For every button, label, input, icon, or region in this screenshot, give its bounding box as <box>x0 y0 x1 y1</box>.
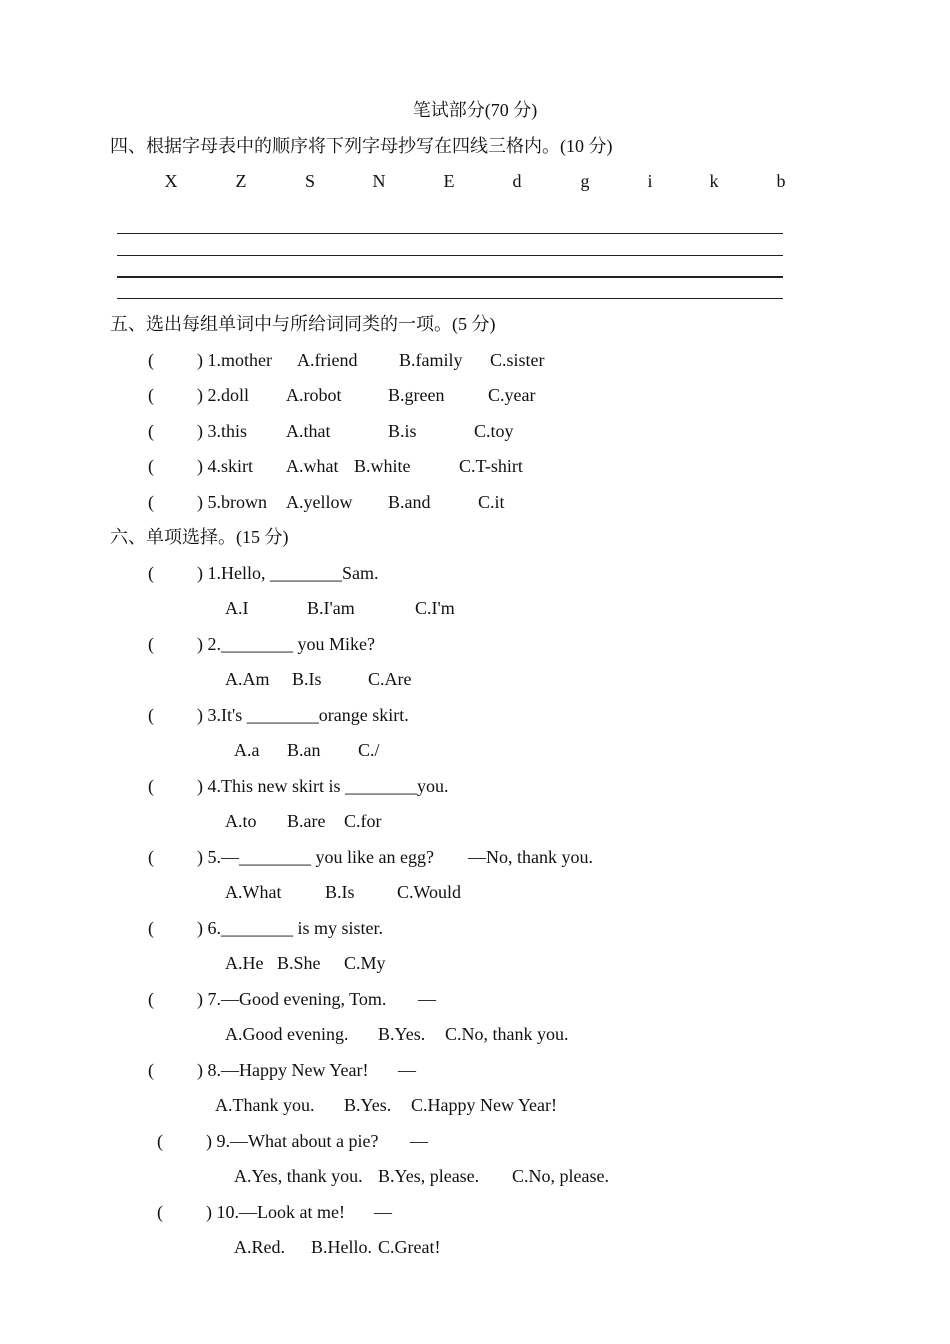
option-a: A.I <box>225 598 249 618</box>
option-a: A.a <box>234 740 260 760</box>
option-b: B.an <box>287 740 321 760</box>
option-b: B.Is <box>325 882 355 902</box>
option-a: A.to <box>225 811 257 831</box>
option-a: A.that <box>286 421 331 441</box>
option-a: A.Am <box>225 669 270 689</box>
option-c: C.T-shirt <box>459 456 523 476</box>
option-c: C.My <box>344 953 386 973</box>
option-b: B.I'am <box>307 598 355 618</box>
section5-heading: 五、选出每组单词中与所给词同类的一项。(5 分) <box>110 314 496 334</box>
question-text: ) 2.________ you Mike? <box>197 634 375 654</box>
option-c: C.Would <box>397 882 462 902</box>
option-b: B.Hello. <box>311 1237 372 1257</box>
page-title: 笔试部分(70 分) <box>412 100 538 120</box>
option-a: A.friend <box>297 350 358 370</box>
answer-blank[interactable]: ( <box>148 918 154 938</box>
option-b: B.family <box>399 350 463 370</box>
question-text: ) 5.brown <box>197 492 267 512</box>
option-b: B.green <box>388 385 445 405</box>
option-a: A.He <box>225 953 264 973</box>
answer-blank[interactable]: ( <box>148 634 154 654</box>
answer-blank[interactable]: ( <box>157 1202 163 1222</box>
option-a: A.what <box>286 456 339 476</box>
option-c: C.No, thank you. <box>445 1024 569 1044</box>
option-c: C.year <box>488 385 536 405</box>
letter-row <box>0 171 950 195</box>
letter-item: g <box>580 171 590 191</box>
grid-line <box>117 276 783 278</box>
question-text: ) 4.This new skirt is ________you. <box>197 776 449 796</box>
question-text: ) 10.—Look at me! <box>206 1202 345 1222</box>
option-a: A.Red. <box>234 1237 285 1257</box>
option-b: B.white <box>354 456 411 476</box>
option-b: B.Yes. <box>344 1095 392 1115</box>
question-text: ) 7.—Good evening, Tom. <box>197 989 387 1009</box>
option-c: C.Great! <box>378 1237 441 1257</box>
option-c: C.Happy New Year! <box>411 1095 557 1115</box>
question-text: ) 1.Hello, ________Sam. <box>197 563 379 583</box>
option-c: C./ <box>358 740 380 760</box>
section4-heading: 四、根据字母表中的顺序将下列字母抄写在四线三格内。(10 分) <box>110 136 613 156</box>
option-b: B.She <box>277 953 321 973</box>
answer-blank[interactable]: ( <box>148 563 154 583</box>
letter-item: k <box>709 171 719 191</box>
question-text: ) 8.—Happy New Year! <box>197 1060 369 1080</box>
option-c: C.for <box>344 811 382 831</box>
answer-blank[interactable]: ( <box>157 1131 163 1151</box>
answer-blank[interactable]: ( <box>148 705 154 725</box>
option-b: B.is <box>388 421 417 441</box>
option-a: A.yellow <box>286 492 353 512</box>
question-reply: —No, thank you. <box>468 847 593 867</box>
answer-blank[interactable]: ( <box>148 456 154 476</box>
answer-blank[interactable]: ( <box>148 492 154 512</box>
option-a: A.Thank you. <box>215 1095 315 1115</box>
letter-item: b <box>776 171 786 191</box>
answer-blank[interactable]: ( <box>148 1060 154 1080</box>
question-text: ) 4.skirt <box>197 456 253 476</box>
option-b: B.Yes. <box>378 1024 426 1044</box>
question-reply: — <box>418 989 436 1009</box>
letter-item: X <box>164 171 178 191</box>
option-c: C.it <box>478 492 505 512</box>
letter-item: E <box>443 171 455 191</box>
option-a: A.Good evening. <box>225 1024 349 1044</box>
question-text: ) 3.this <box>197 421 248 441</box>
answer-blank[interactable]: ( <box>148 989 154 1009</box>
question-text: ) 5.—________ you like an egg? <box>197 847 434 867</box>
question-text: ) 6.________ is my sister. <box>197 918 384 938</box>
option-c: C.Are <box>368 669 412 689</box>
question-text: ) 9.—What about a pie? <box>206 1131 379 1151</box>
option-b: B.and <box>388 492 431 512</box>
question-text: ) 3.It's ________orange skirt. <box>197 705 409 725</box>
answer-blank[interactable]: ( <box>148 385 154 405</box>
question-text: ) 2.doll <box>197 385 249 405</box>
grid-line <box>117 255 783 256</box>
question-reply: — <box>374 1202 392 1222</box>
question-reply: — <box>410 1131 428 1151</box>
letter-item: S <box>304 171 315 191</box>
question-text: ) 1.mother <box>197 350 272 370</box>
answer-blank[interactable]: ( <box>148 847 154 867</box>
option-b: B.Yes, please. <box>378 1166 480 1186</box>
letter-item: N <box>372 171 386 191</box>
answer-blank[interactable]: ( <box>148 421 154 441</box>
option-c: C.I'm <box>415 598 455 618</box>
option-b: B.Is <box>292 669 322 689</box>
section6-heading: 六、单项选择。(15 分) <box>110 527 289 547</box>
option-a: A.Yes, thank you. <box>234 1166 363 1186</box>
option-b: B.are <box>287 811 326 831</box>
grid-line <box>117 233 783 234</box>
letter-item: Z <box>235 171 247 191</box>
option-a: A.What <box>225 882 282 902</box>
letter-item: i <box>647 171 653 191</box>
letter-item: d <box>512 171 522 191</box>
question-reply: — <box>398 1060 416 1080</box>
option-a: A.robot <box>286 385 342 405</box>
answer-blank[interactable]: ( <box>148 776 154 796</box>
option-c: C.No, please. <box>512 1166 609 1186</box>
grid-line <box>117 298 783 299</box>
option-c: C.sister <box>490 350 545 370</box>
option-c: C.toy <box>474 421 514 441</box>
answer-blank[interactable]: ( <box>148 350 154 370</box>
